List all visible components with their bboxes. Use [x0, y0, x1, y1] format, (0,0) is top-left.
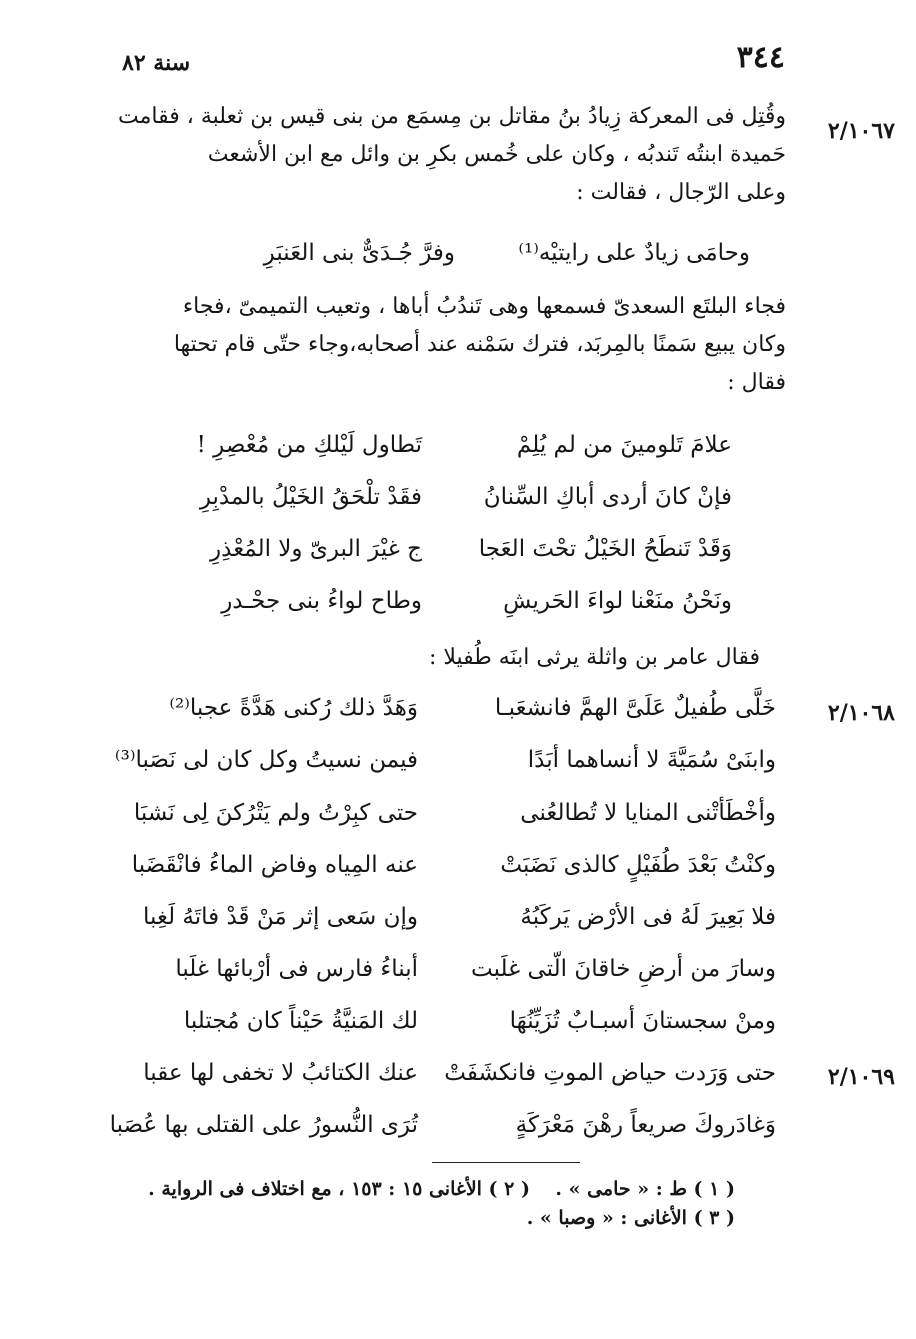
verse-line [120, 904, 776, 952]
footnote-2: ( ٢ ) الأغانى ١٥ : ١٥٣ ، مع اختلاف فى الرواية . [148, 1178, 530, 1200]
verse-line [150, 240, 750, 288]
verse-first-hemistich: حتى وَرَدت حياض الموتِ فانكشَفَتْ [444, 1060, 776, 1086]
verse-first-hemistich: ونَحْنُ منَعْنا لواءَ الحَريشِ [503, 588, 732, 614]
footnote-divider [432, 1162, 580, 1163]
verse-line [120, 800, 776, 848]
verse-second-hemistich: وطاح لواءُ بنى جحْـدرِ [221, 588, 422, 614]
prose-paragraph [118, 288, 786, 402]
verse-line [150, 432, 732, 480]
verse-line [120, 956, 776, 1004]
prose-line: حَميدة ابنتُه تَندبُه ، وكان على خُمس بكرِ بن وائل مع ابن الأشعث [207, 142, 786, 167]
footnote-1: ( ١ ) ط : « حامى » . [555, 1178, 735, 1200]
verse-first-hemistich: وحامَى زيادٌ على رايتيْه⁽¹⁾ [518, 240, 750, 266]
verse-second-hemistich: وإن سَعى إثر مَنْ قَدْ فاتَهُ لَغِبا [143, 904, 418, 930]
verse-second-hemistich: وَهَدَّ ذلك رُكنى هَدَّةً عجبا⁽²⁾ [169, 695, 418, 721]
verse-second-hemistich: ج غيْرَ البرىّ ولا المُعْذِرِ [210, 536, 422, 562]
verse-second-hemistich: عنك الكتائبُ لا تخفى لها عقبا [143, 1060, 418, 1086]
prose-line: وعلى الرّجال ، فقالت : [576, 180, 786, 205]
verse-first-hemistich: وابنَىْ سُمَيَّةَ لا أنساهما أبَدًا [527, 747, 776, 773]
verse-line [120, 1008, 776, 1056]
verse-first-hemistich: فإنْ كانَ أردى أباكِ السِّنانُ [483, 484, 732, 510]
margin-ref-1068: ٢/١٠٦٨ [827, 700, 895, 726]
verse-line [150, 484, 732, 532]
verse-line [120, 1060, 776, 1108]
verse-second-hemistich: عنه المِياه وفاض الماءُ فانْقَضَبا [131, 852, 418, 878]
prose-line: فقال : [727, 370, 786, 395]
verse-second-hemistich: وفرَّ جُـدَىٌّ بنى العَنبَرِ [263, 240, 455, 266]
verse-second-hemistich: أبناءُ فارس فى أرْبائها غلَبا [175, 956, 418, 982]
verse-line [109, 1112, 776, 1160]
verse-first-hemistich: علامَ تَلومينَ من لم يُلِمْ [516, 432, 732, 458]
verse-second-hemistich: حتى كبِرْتُ ولم يَتْرُكنَ لِى نَشبَا [133, 800, 418, 826]
margin-ref-1067: ٢/١٠٦٧ [827, 118, 895, 144]
verse-second-hemistich: تَطاول لَيْلكِ من مُعْصِرِ ! [196, 432, 422, 458]
prose-line: فجاء البلتَع السعدىّ فسمعها وهى تَندُبُ أباها ، وتعيب التميمىّ ،فجاء [182, 294, 786, 319]
verse-line [120, 852, 776, 900]
page-number: ٣٤٤ [736, 40, 785, 75]
verse-second-hemistich: فيمن نسيتُ وكل كان لى نَصَبا⁽³⁾ [114, 747, 418, 773]
poem-intro: فقال عامر بن واثلة يرثى ابنَه طُفيلا : [428, 645, 760, 670]
verse-line [120, 695, 776, 743]
year-heading: سنة ٨٢ [122, 50, 191, 76]
verse-first-hemistich: وكنْتُ بَعْدَ طُفَيْلٍ كالذى نَضَبَتْ [500, 852, 776, 878]
verse-first-hemistich: فلا بَعِيرَ لَهُ فى الأرْض يَركَبُهُ [520, 904, 776, 930]
verse-first-hemistich: خَلَّى طُفيلٌ عَلَىَّ الهمَّ فانشعَبـا [494, 695, 776, 721]
verse-first-hemistich: ومنْ سجستانَ أسبـابٌ تُزَيِّنُهَا [509, 1008, 776, 1034]
verse-line [150, 536, 732, 584]
verse-line [150, 588, 732, 636]
verse-first-hemistich: وَقَدْ تَنطَحُ الخَيْلُ تحْتَ العَجا [478, 536, 732, 562]
verse-first-hemistich: وأخْطَأتْنى المنايا لا تُطالعُنى [520, 800, 776, 826]
verse-line [114, 747, 776, 795]
footnote-3: ( ٣ ) الأغانى : « وصبا » . [526, 1207, 735, 1229]
margin-ref-1069: ٢/١٠٦٩ [827, 1064, 895, 1090]
prose-line: وقُتِل فى المعركة زِيادُ بنُ مقاتل بن مِسمَع من بنى قيس بن ثعلبة ، فقامت [118, 104, 786, 129]
verse-first-hemistich: وسارَ من أرضِ خاقانَ الّتى غلَبت [471, 956, 776, 982]
verse-first-hemistich: وَغادَروكَ صريعاً رهْنَ مَعْرَكَةٍ [515, 1112, 776, 1138]
prose-paragraph [118, 98, 786, 212]
verse-second-hemistich: تُرَى النُّسورُ على القتلى بها عُصَبا [109, 1112, 418, 1138]
verse-second-hemistich: لك المَنيَّةُ حَيْناً كان مُجتلبا [183, 1008, 418, 1034]
prose-line: وكان يبيع سَمنًا بالمِربَد، فترك سَمْنه عند أصحابه،وجاء حتّى قام تحتها [173, 332, 786, 357]
verse-second-hemistich: فقَدْ تلْحَقُ الخَيْلُ بالمدْبِرِ [199, 484, 422, 510]
